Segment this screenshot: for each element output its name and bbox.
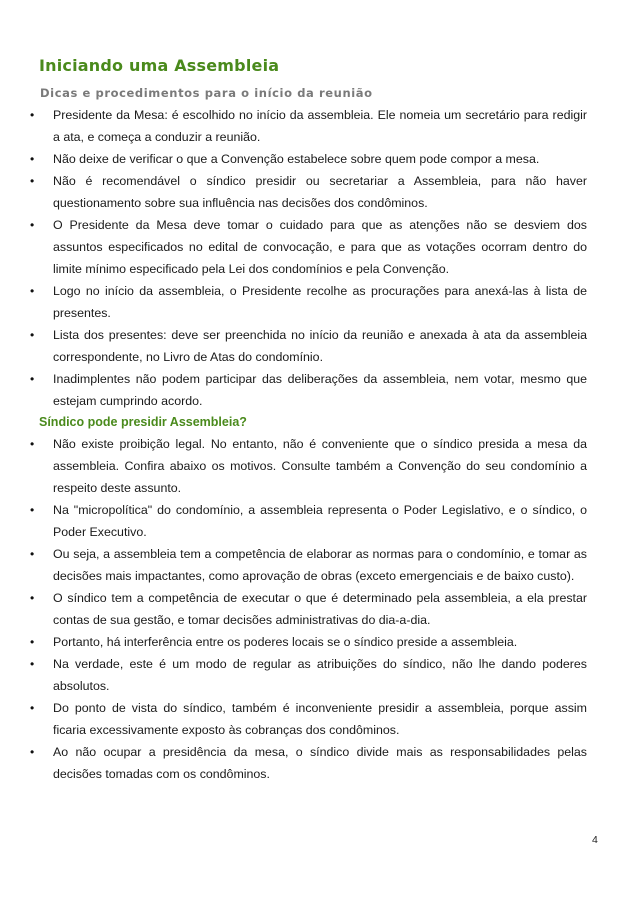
bullet-icon: • [30,284,35,298]
bullet-icon: • [30,657,35,671]
list-item [0,631,587,653]
bullet-icon: • [30,174,35,188]
list-item [0,280,587,324]
list-item [0,653,587,697]
list-item [0,368,587,412]
list-item-text: O síndico tem a competência de executar o que é determinado pela assembleia, a ela prestar contas de sua gestão, e tomar decisões administrativas do dia-a-dia. [53,591,587,627]
page-title: Iniciando uma Assembleia [39,56,280,75]
bullet-icon: • [30,635,35,649]
tips-list [0,104,638,412]
list-item-text: Portanto, há interferência entre os poderes locais se o síndico preside a assembleia. [53,635,518,649]
list-item [0,741,587,785]
list-item [0,543,587,587]
list-item-text: Ou seja, a assembleia tem a competência de elaborar as normas para o condomínio, e tomar as decisões mais impactantes, como aprovação de obras (exceto emergenciais e de baixo custo). [53,547,587,583]
list-item [0,170,587,214]
bullet-icon: • [30,591,35,605]
list-item [0,148,587,170]
list-item-text: Ao não ocupar a presidência da mesa, o síndico divide mais as responsabilidades pelas decisões tomadas com os condôminos. [53,745,587,781]
list-item-text: O Presidente da Mesa deve tomar o cuidado para que as atenções não se desviem dos assuntos especificados no edital de convocação, e para que as votações ocorram dentro do limite mínimo especificado pela Lei dos condomínios e pela Convenção. [53,218,587,276]
bullet-icon: • [30,218,35,232]
list-item [0,499,587,543]
bullet-icon: • [30,328,35,342]
list-item-text: Presidente da Mesa: é escolhido no início da assembleia. Ele nomeia um secretário para redigir a ata, e começa a conduzir a reunião. [53,108,587,144]
list-item-text: Logo no início da assembleia, o Presidente recolhe as procurações para anexá-las à lista de presentes. [53,284,587,320]
list-item-text: Inadimplentes não podem participar das deliberações da assembleia, nem votar, mesmo que estejam cumprindo acordo. [53,372,587,408]
section-heading: Síndico pode presidir Assembleia? [39,415,247,429]
list-item [0,587,587,631]
bullet-icon: • [30,437,35,451]
list-item [0,104,587,148]
bullet-icon: • [30,547,35,561]
list-item-text: Não deixe de verificar o que a Convenção estabelece sobre quem pode compor a mesa. [53,152,540,166]
page-number: 4 [592,834,598,846]
list-item-text: Na "micropolítica" do condomínio, a assembleia representa o Poder Legislativo, e o síndico, o Poder Executivo. [53,503,587,539]
bullet-icon: • [30,503,35,517]
list-item-text: Não é recomendável o síndico presidir ou secretariar a Assembleia, para não haver questionamento sobre sua influência nas decisões dos condôminos. [53,174,587,210]
bullet-icon: • [30,152,35,166]
list-item-text: Lista dos presentes: deve ser preenchida no início da reunião e anexada à ata da assembleia correspondente, no Livro de Atas do condomínio. [53,328,587,364]
list-item [0,433,587,499]
bullet-icon: • [30,372,35,386]
list-item [0,214,587,280]
list-item-text: Não existe proibição legal. No entanto, não é conveniente que o síndico presida a mesa da assembleia. Confira abaixo os motivos. Consulte também a Convenção do seu condomínio a respeito deste assunto. [53,437,587,495]
list-item-text: Do ponto de vista do síndico, também é inconveniente presidir a assembleia, porque assim ficaria excessivamente exposto às cobranças dos condôminos. [53,701,587,737]
bullet-icon: • [30,745,35,759]
page-subtitle: Dicas e procedimentos para o início da reunião [40,86,373,100]
bullet-icon: • [30,108,35,122]
list-item-text: Na verdade, este é um modo de regular as atribuições do síndico, não lhe dando poderes absolutos. [53,657,587,693]
list-item [0,324,587,368]
list-item [0,697,587,741]
syndic-list [0,433,638,785]
bullet-icon: • [30,701,35,715]
